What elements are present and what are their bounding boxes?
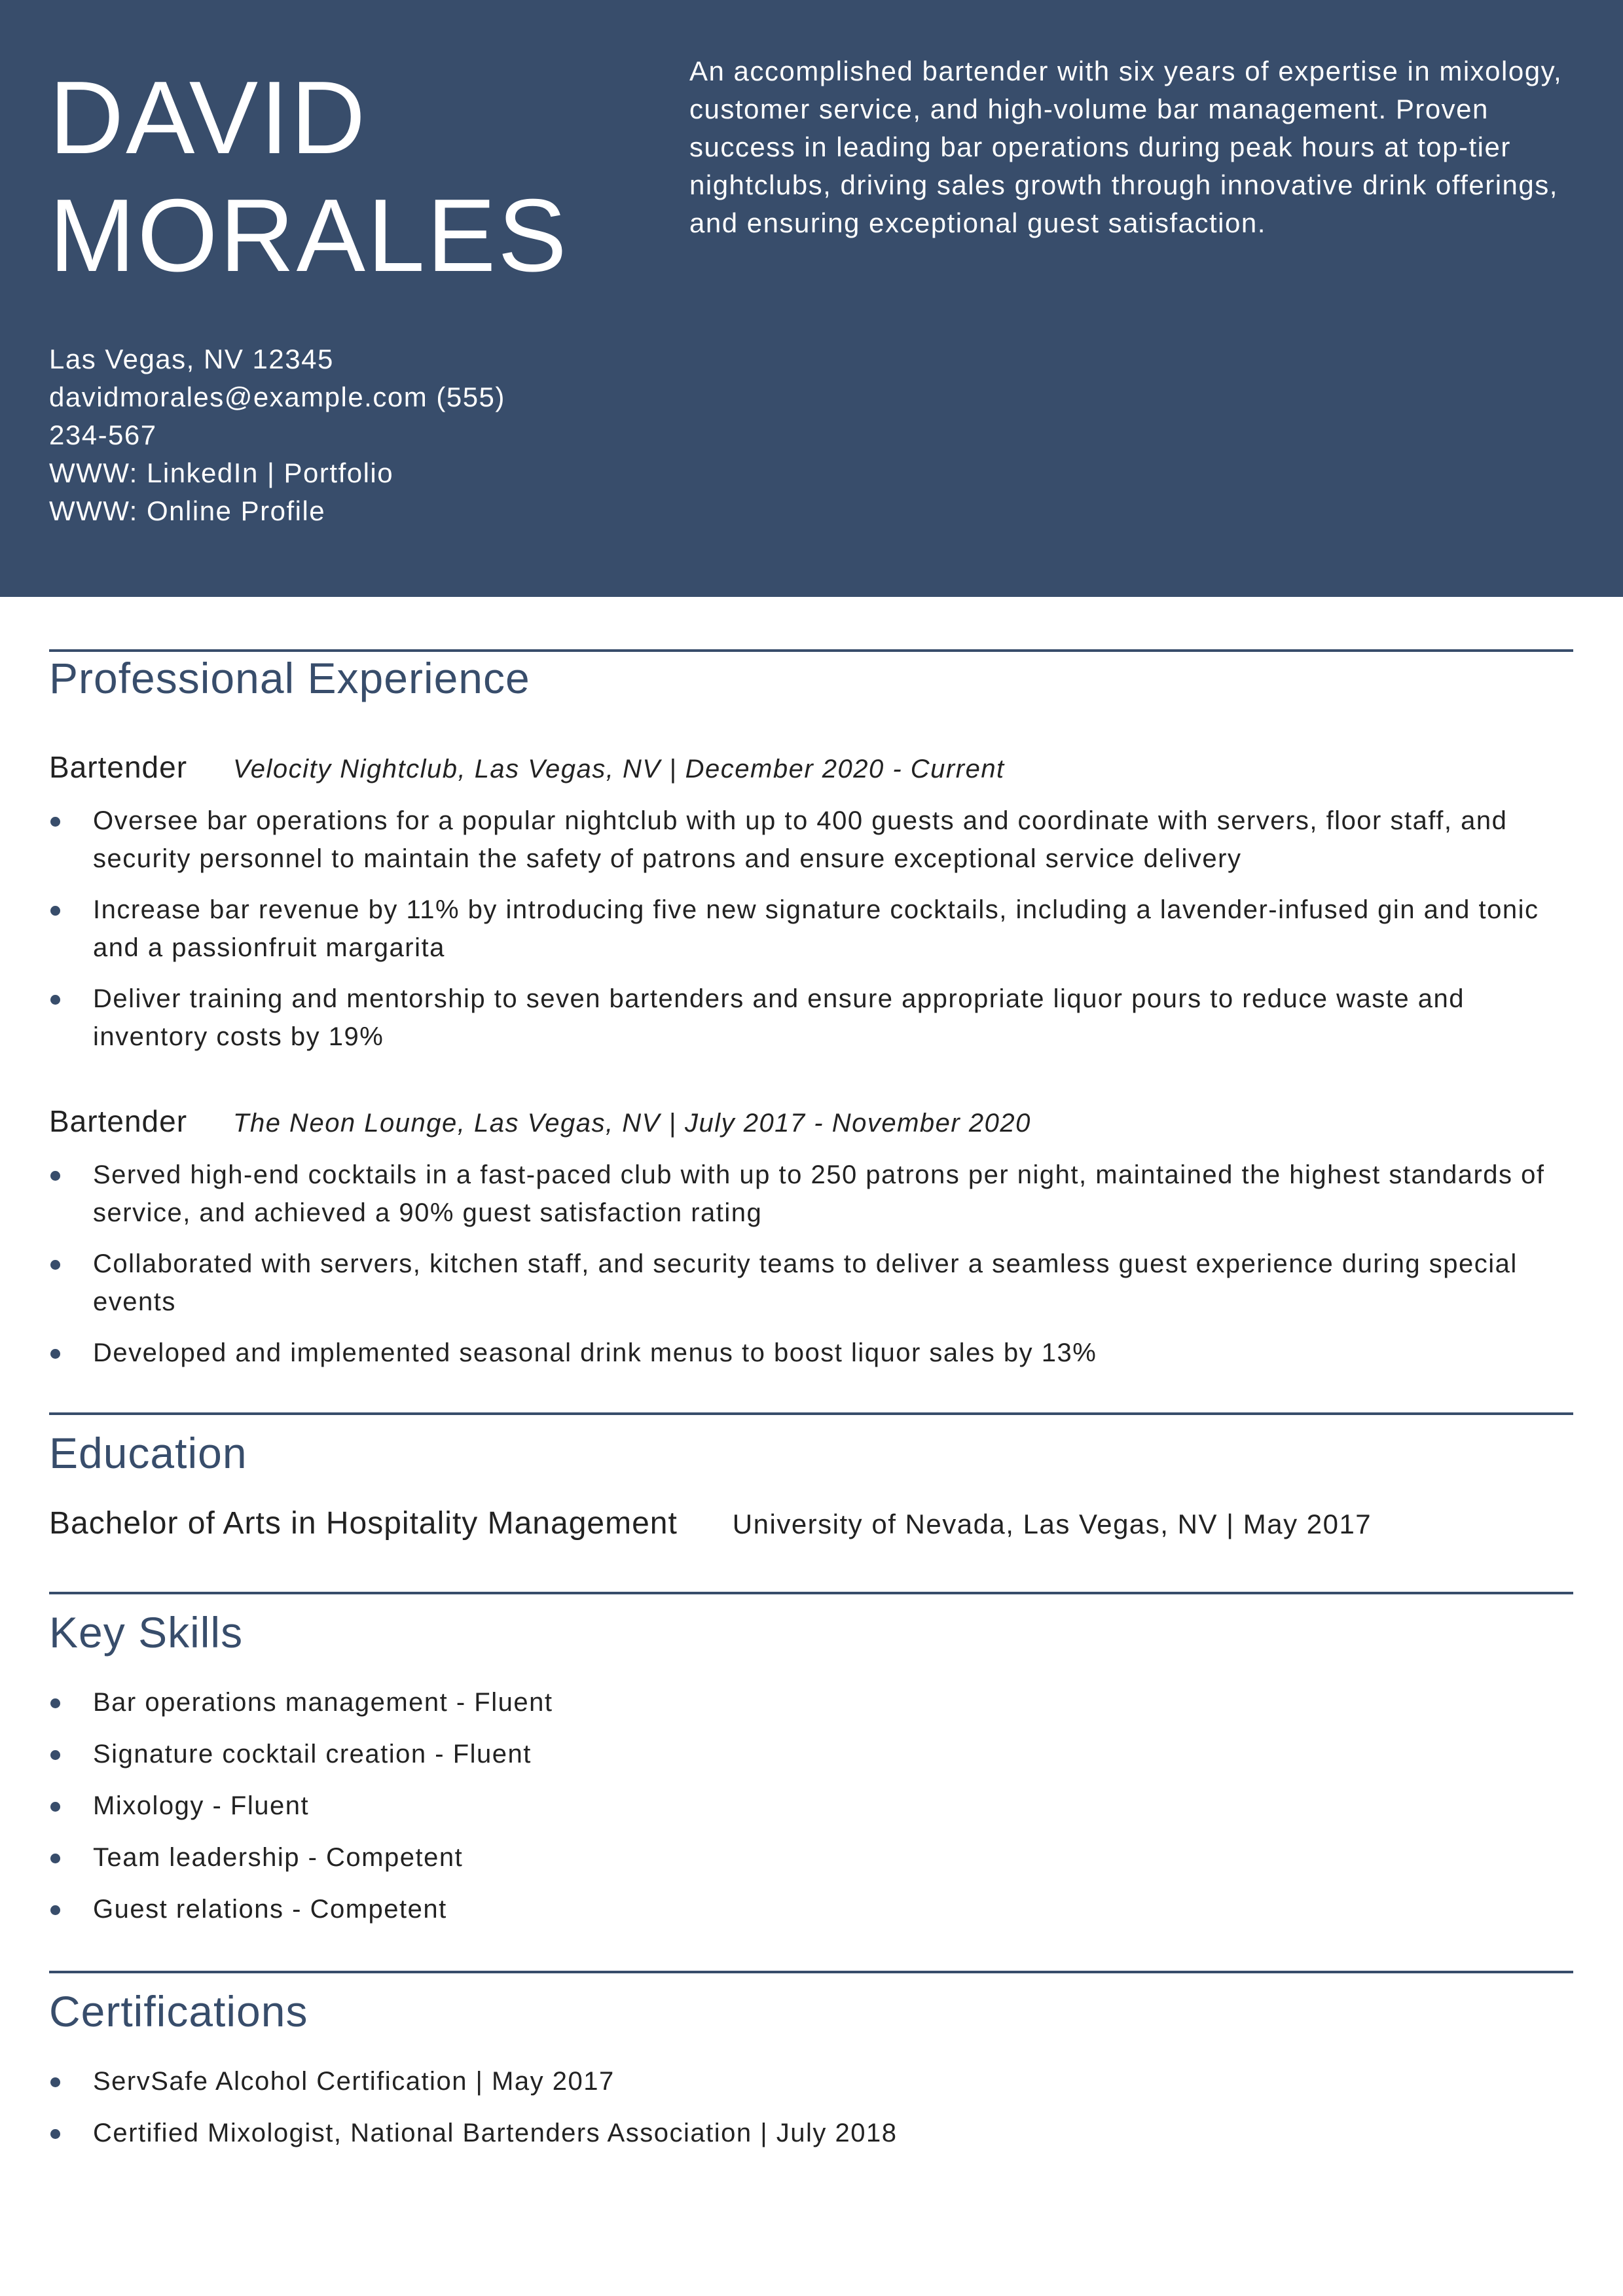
job-bullet: Deliver training and mentorship to seven bartenders and ensure appropriate liquor pours to reduce waste and inventory costs by 19% (49, 980, 1573, 1056)
job-bullets (49, 1156, 1573, 1372)
job-bullet: Developed and implemented seasonal drink menus to boost liquor sales by 13% (49, 1334, 1573, 1372)
skills-heading: Key Skills (49, 1608, 244, 1657)
job-meta: The Neon Lounge, Las Vegas, NV | July 2017 - November 2020 (233, 1109, 1031, 1138)
education-heading: Education (49, 1429, 247, 1477)
skill-item: Mixology - Fluent (49, 1787, 1573, 1825)
skill-item: Bar operations management - Fluent (49, 1683, 1573, 1721)
certification-item: Certified Mixologist, National Bartenders Association | July 2018 (49, 2114, 1573, 2152)
job-bullet: Increase bar revenue by 11% by introducing five new signature cocktails, including a lavender-infused gin and tonic and a passionfruit margarita (49, 891, 1573, 967)
job-1 (49, 747, 1573, 1056)
contact-email-phone[interactable]: davidmorales@example.com (555) (49, 382, 505, 412)
contact-web-links[interactable]: WWW: LinkedIn | Portfolio (49, 457, 394, 488)
job-header (49, 1102, 1573, 1143)
job-bullets (49, 802, 1573, 1056)
section-divider (49, 1971, 1573, 1973)
education-degree: Bachelor of Arts in Hospitality Management (49, 1506, 678, 1541)
contact-block (49, 340, 547, 530)
professional-summary: An accomplished bartender with six years of expertise in mixology, customer service, and high-volume bar management. Proven success in leading bar operations during peak hours at top-tier nightclubs, driving sales growth through innovative drink offerings, and ensuring exceptional guest satisfaction. (689, 56, 1563, 238)
skill-item: Guest relations - Competent (49, 1890, 1573, 1928)
contact-web-profile[interactable]: WWW: Online Profile (49, 495, 326, 526)
education-meta: University of Nevada, Las Vegas, NV | May 2017 (732, 1509, 1372, 1539)
education-entry (49, 1504, 1573, 1544)
job-header (49, 747, 1573, 789)
certifications-section (49, 1971, 1573, 2152)
job-2 (49, 1102, 1573, 1372)
resume-header (0, 0, 1623, 597)
job-bullet: Oversee bar operations for a popular nightclub with up to 400 guests and coordinate with servers, floor staff, and security personnel to maintain the safety of patrons and ensure exceptional service delivery (49, 802, 1573, 878)
candidate-name (49, 59, 569, 295)
skill-item: Signature cocktail creation - Fluent (49, 1735, 1573, 1773)
job-bullet: Collaborated with servers, kitchen staff, and security teams to deliver a seamless guest experience during special events (49, 1245, 1573, 1321)
job-bullet: Served high-end cocktails in a fast-paced club with up to 250 patrons per night, maintained the highest standards of service, and achieved a 90% guest satisfaction rating (49, 1156, 1573, 1232)
job-meta: Velocity Nightclub, Las Vegas, NV | December 2020 - Current (233, 755, 1005, 783)
experience-section (49, 649, 1573, 704)
certifications-heading: Certifications (49, 1987, 308, 2036)
job-title: Bartender (49, 1104, 188, 1138)
certification-item: ServSafe Alcohol Certification | May 2017 (49, 2062, 1573, 2100)
job-title: Bartender (49, 750, 188, 784)
experience-heading: Professional Experience (49, 654, 530, 702)
section-divider (49, 1412, 1573, 1415)
education-section (49, 1412, 1573, 1544)
certifications-list (49, 2062, 1573, 2152)
first-name: DAVID (49, 60, 368, 175)
skill-item: Team leadership - Competent (49, 1839, 1573, 1876)
skills-list (49, 1683, 1573, 1928)
section-divider (49, 1592, 1573, 1594)
last-name: MORALES (49, 178, 569, 293)
contact-phone-continued: 234-567 (49, 420, 157, 450)
skills-section (49, 1592, 1573, 1928)
contact-address: Las Vegas, NV 12345 (49, 344, 334, 374)
